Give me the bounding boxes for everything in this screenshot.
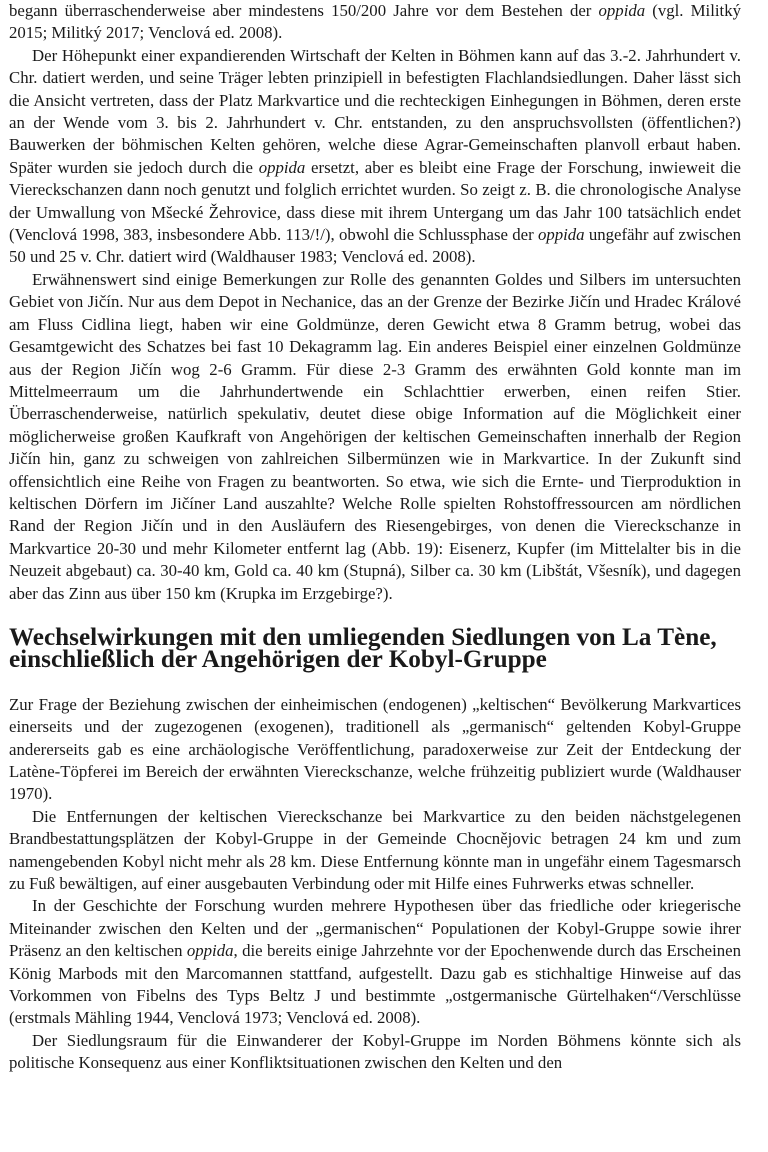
document-page (9, 0, 741, 1075)
body-text-section-1 (9, 0, 741, 605)
paragraph (9, 269, 741, 605)
paragraph (9, 895, 741, 1029)
italic-term: oppida (537, 225, 585, 245)
text-run: Erwähnenswert sind einige Bemerkungen zur Rolle des genannten Goldes und Silbers im untersuchten Gebiet von Jičín. Nur aus dem Depot in Nechanice, das an der Grenze der Bezirke Jičín und Hradec Králové am Fluss Cidlina liegt, haben wir eine Goldmünze, deren Gewicht etwa 8 Gramm betrug, wobei das Gesamtgewicht des Schatzes bei fast 10 Dekagramm lag. Ein anderes Beispiel einer einzelnen Goldmünze aus der Region Jičín wog 2-6 Gramm. Für diese 2-3 Gramm des erwähnten Gold konnte man im Mittelmeerraum um die Jahrhundertwende ein Schlachttier erwerben, einen reifen Stier. Überraschenderweise, natürlich spekulativ, deutet diese obige Information auf die Möglichkeit einer möglicherweise großen Kaufkraft von Angehörigen der keltischen Gemeinschaften innerhalb der Region Jičín hin, ganz zu schweigen von zahlreichen Silbermünzen wie in Markvartice. In der Zukunft sind offensichtlich eine Reihe von Fragen zu beantworten. So etwa, wie sich die Ernte- und Tierproduktion in keltischen Dörfern im Jičíner Land auszahlte? Welche Rolle spielten Rohstoffressourcen am nördlichen Rand der Region Jičín und in den Ausläufern des Riesengebirges, von denen die Viereckschanze in Markvartice 20-30 und mehr Kilometer entfernt lag (Abb. 19): Eisenerz, Kupfer (im Mittelalter bis in die Neuzeit abgebaut) ca. 30-40 km, Gold ca. 40 km (Stupná), Silber ca. 30 km (Libštát, Všesník), und dagegen aber das Zinn aus über 150 km (Krupka im Erzgebirge?). (9, 269, 741, 603)
text-run: Der Höhepunkt einer expandierenden Wirtschaft der Kelten in Böhmen kann auf das 3.-2. Jahrhundert v. Chr. datiert werden, und seine Träger lebten prinzipiell in befestigten Flachlandsiedlungen. Daher lässt sich die Ansicht vertreten, dass der Platz Markvartice und die rechteckigen Einhegungen in Böhmen, deren erste an der Wende vom 3. bis 2. Jahrhundert v. Chr. entstanden, zu den anspruchsvollsten (öffentlichen?) Bauwerken der böhmischen Kelten gehören, welche diese Agrar-Gemeinschaften planvoll erbaut haben. Später wurden sie jedoch durch die (9, 45, 741, 177)
text-run: begann überraschenderweise aber mindestens 150/200 Jahre vor dem Bestehen der (9, 1, 599, 20)
text-run: (vgl. Militký 2015; Militký 2017; Venclová ed. 2008). (9, 1, 741, 43)
paragraph (9, 806, 741, 896)
paragraph (9, 694, 741, 806)
text-run: , die bereits einige Jahrzehnte vor der Epochenwende durch das Erscheinen König Marbods mit den Marcomannen stattfand, aufgestellt. Dazu gab es stichhaltige Hinweise auf das Vorkommen von Fibelns des Typs Beltz J und bestimmte „ostgermanische Gürtelhaken“/Verschlüsse (erstmals Mähling 1944, Venclová 1973; Venclová ed. 2008). (9, 941, 741, 1028)
paragraph (9, 0, 741, 45)
text-run: Der Siedlungsraum für die Einwanderer der Kobyl-Gruppe im Norden Böhmens könnte sich als politische Konsequenz aus einer Konfliktsituationen zwischen den Kelten und den (9, 1030, 741, 1073)
italic-term: oppida (598, 1, 646, 20)
section-heading: Wechselwirkungen mit den umliegenden Siedlungen von La Tène, einschließlich der Angehörigen der Kobyl-Gruppe (9, 623, 717, 674)
italic-term: oppida (186, 941, 234, 961)
text-run: ersetzt, aber es bleibt eine Frage der Forschung, inwieweit die Viereckschanzen dann noch genutzt und folglich errichtet wurden. So zeigt z. B. die chronologische Analyse der Umwallung von Mšecké Žehrovice, dass diese mit ihrem Untergang um das Jahr 100 tatsächlich endet (Venclová 1998, 383, insbesondere Abb. 113/!/), obwohl die Schlussphase der (9, 157, 742, 245)
text-run: ungefähr auf zwischen 50 und 25 v. Chr. datiert wird (Waldhauser 1983; Venclová ed. 2008). (9, 225, 741, 267)
italic-term: oppida (258, 157, 306, 177)
body-text-section-2 (9, 694, 741, 1075)
text-run: In der Geschichte der Forschung wurden mehrere Hypothesen über das friedliche oder kriegerische Miteinander zwischen den Kelten und der „germanischen“ Populationen der Kobyl-Gruppe sowie ihrer Präsenz an den keltischen (9, 896, 741, 961)
text-run: Die Entfernungen der keltischen Viereckschanze bei Markvartice zu den beiden nächstgelegenen Brandbestattungsplätzen der Kobyl-Gruppe in der Gemeinde Chocnějovic betragen 24 km und zum namengebenden Kobyl nicht mehr als 28 km. Diese Entfernung könnte man in ungefähr einem Tagesmarsch zu Fuß bewältigen, auf einer ausgebauten Verbindung oder mit Hilfe eines Fuhrwerks etwas schneller. (9, 806, 741, 894)
paragraph (9, 1030, 741, 1075)
text-run: Zur Frage der Beziehung zwischen der einheimischen (endogenen) „keltischen“ Bevölkerung Markvartices einerseits und der zugezogenen (exogenen), traditionell als „germanisch“ geltenden Kobyl-Gruppe andererseits gab es eine archäologische Veröffentlichung, paradoxerweise zur Zeit der Entdeckung der Latène-Töpferei im Bereich der erwähnten Viereckschanze, welche frühzeitig publiziert wurde (Waldhauser 1970). (9, 694, 741, 804)
paragraph (9, 45, 741, 269)
